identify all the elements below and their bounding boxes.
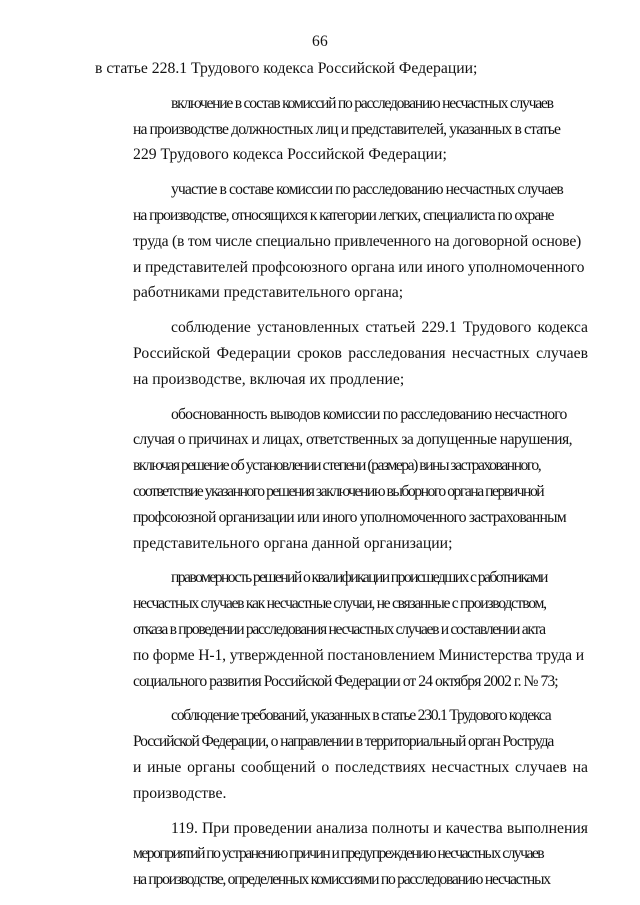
paragraph (95, 565, 588, 694)
text-line: 119. При проведении анализа полноты и качества выполнения (171, 819, 588, 837)
text-line: обоснованность выводов комиссии по расследованию несчастного (171, 405, 567, 423)
text-line: 229 Трудового кодекса Российской Федерации; (133, 146, 447, 164)
paragraph (95, 56, 588, 82)
document-body (95, 56, 588, 893)
text-line: правомерность решений о квалификации происшедших с работниками (171, 569, 547, 587)
text-line: работниками представительного органа; (133, 284, 404, 302)
text-line: производстве. (133, 784, 227, 802)
text-line: Российской Федерации сроков расследования несчастных случаев (133, 344, 588, 362)
text-line: на производстве, определенных комиссиями по расследованию несчастных (133, 871, 550, 889)
text-line: мероприятий по устранению причин и предупреждению несчастных случаев (133, 845, 544, 863)
text-line: соответствие указанного решения заключению выборного органа первичной (133, 482, 544, 500)
page-number: 66 (312, 33, 328, 50)
text-line: представительного органа данной организации; (133, 534, 453, 552)
text-line: отказа в проведении расследования несчастных случаев и составлении акта (133, 620, 545, 638)
paragraph (95, 402, 588, 557)
text-line: Российской Федерации, о направлении в территориальный орган Роструда (133, 733, 554, 751)
text-line: соблюдение установленных статьей 229.1 Трудового кодекса (171, 319, 588, 337)
text-line: случая о причинах и лицах, ответственных за допущенные нарушения, (133, 431, 573, 449)
text-line: по форме Н-1, утвержденной постановлением Министерства труда и (133, 646, 584, 664)
text-line: на производстве, относящихся к категории легких, специалиста по охране (133, 206, 554, 224)
text-line: участие в составе комиссии по расследованию несчастных случаев (171, 181, 563, 199)
text-line: и иные органы сообщений о последствиях несчастных случаев на (133, 758, 588, 776)
paragraph (95, 315, 588, 392)
paragraph (95, 91, 588, 168)
text-line: несчастных случаев как несчастные случаи, не связанные с производством, (133, 595, 546, 613)
text-line: включение в состав комиссий по расследованию несчастных случаев (171, 94, 553, 112)
paragraph (95, 703, 588, 806)
text-line: включая решение об установлении степени (размера) вины застрахованного, (133, 457, 541, 475)
text-line: соблюдение требований, указанных в статье 230.1 Трудового кодекса (171, 707, 551, 725)
text-line: труда (в том числе специально привлеченного на договорной основе) (133, 232, 582, 250)
text-line: и представителей профсоюзного органа или иного уполномоченного (133, 258, 585, 276)
text-line: на производстве должностных лиц и представителей, указанных в статье (133, 120, 561, 138)
paragraph (95, 816, 588, 893)
paragraph (95, 177, 588, 306)
text-line: в статье 228.1 Трудового кодекса Российской Федерации; (95, 60, 478, 77)
text-line: на производстве, включая их продление; (133, 370, 405, 388)
text-line: профсоюзной организации или иного уполномоченного застрахованным (133, 508, 566, 526)
text-line: социального развития Российской Федерации от 24 октября 2002 г. № 73; (133, 672, 558, 690)
